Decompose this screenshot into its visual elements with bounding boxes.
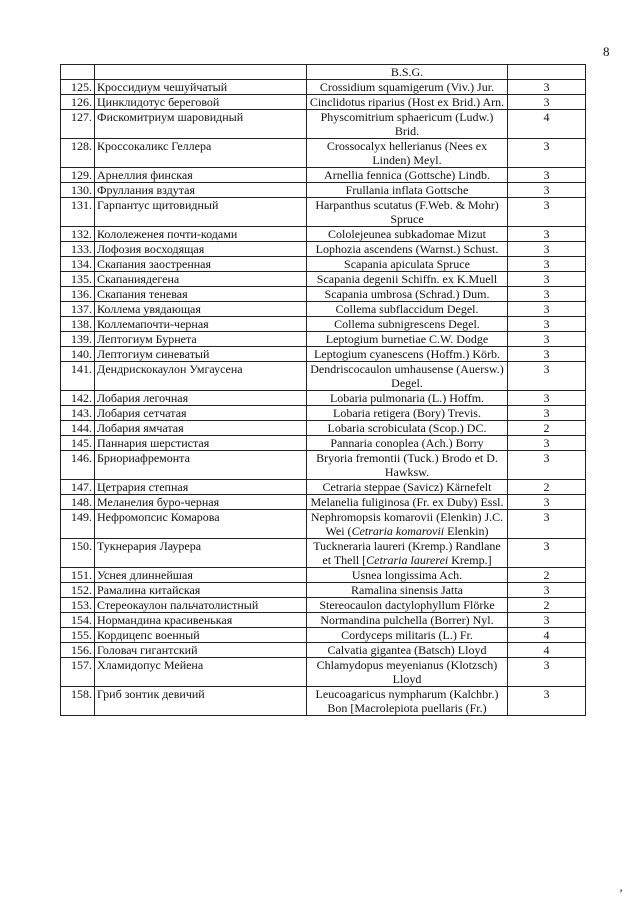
latin-name-cell: Chlamydopus meyenianus (Klotzsch) Lloyd [307, 658, 508, 687]
latin-name-cell: Dendriscocaulon umhausense (Auersw.) Degel. [307, 362, 508, 391]
row-number-cell: 138. [61, 317, 95, 332]
latin-name-cell: Bryoria fremontii (Tuck.) Brodo et D. Hawksw. [307, 451, 508, 480]
category-cell: 4 [508, 628, 586, 643]
latin-name-cell: Scapania degenii Schiffn. ex K.Muell [307, 272, 508, 287]
russian-name-cell: Лобария легочная [95, 391, 307, 406]
latin-name-text: Tuckneraria laureri (Kremp.) Randlane et Thell [ [313, 539, 501, 567]
category-cell: 2 [508, 480, 586, 495]
latin-name-cell: Leptogium burnetiae C.W. Dodge [307, 332, 508, 347]
latin-name-cell: Scapania apiculata Spruce [307, 257, 508, 272]
table-row [61, 242, 586, 257]
row-number-cell: 157. [61, 658, 95, 687]
russian-name-cell: Гриб зонтик девичий [95, 687, 307, 716]
latin-name-cell: Cetraria steppae (Savicz) Kärnefelt [307, 480, 508, 495]
row-number-cell: 128. [61, 139, 95, 168]
table-row [61, 110, 586, 139]
row-number-cell: 131. [61, 198, 95, 227]
table-row [61, 183, 586, 198]
table-row [61, 687, 586, 716]
latin-name-cell [307, 510, 508, 539]
latin-name-cell: Arnellia fennica (Gottsche) Lindb. [307, 168, 508, 183]
row-number-cell: 136. [61, 287, 95, 302]
latin-name-cell: Frullania inflata Gottsche [307, 183, 508, 198]
category-cell: 4 [508, 110, 586, 139]
table-row [61, 391, 586, 406]
category-cell: 3 [508, 613, 586, 628]
category-cell: 3 [508, 406, 586, 421]
russian-name-cell: Нормандина красивенькая [95, 613, 307, 628]
russian-name-cell: Цинклидотус береговой [95, 95, 307, 110]
category-cell: 3 [508, 80, 586, 95]
russian-name-cell: Рамалина китайская [95, 583, 307, 598]
latin-name-cell: Cololejeunea subkadomae Mizut [307, 227, 508, 242]
table-row [61, 139, 586, 168]
russian-name-cell: Гарпантус щитовидный [95, 198, 307, 227]
latin-name-cell: Cinclidotus riparius (Host ex Brid.) Arn. [307, 95, 508, 110]
table-row [61, 227, 586, 242]
row-number-cell: 141. [61, 362, 95, 391]
latin-synonym-italic: Cetraria komarovii [351, 524, 445, 538]
category-cell: 3 [508, 347, 586, 362]
latin-name-cell: Crossidium squamigerum (Viv.) Jur. [307, 80, 508, 95]
table-row [61, 95, 586, 110]
table-row [61, 65, 586, 80]
row-number-cell: 135. [61, 272, 95, 287]
table-row [61, 451, 586, 480]
category-cell: 3 [508, 257, 586, 272]
table-row [61, 80, 586, 95]
row-number-cell: 125. [61, 80, 95, 95]
category-cell: 3 [508, 95, 586, 110]
category-cell: 3 [508, 583, 586, 598]
category-cell: 3 [508, 183, 586, 198]
latin-name-cell: Usnea longissima Ach. [307, 568, 508, 583]
russian-name-cell: Головач гигантский [95, 643, 307, 658]
category-cell: 2 [508, 598, 586, 613]
category-cell: 3 [508, 242, 586, 257]
table-row [61, 168, 586, 183]
russian-name-cell: Лобария сетчатая [95, 406, 307, 421]
latin-name-cell: Lobaria pulmonaria (L.) Hoffm. [307, 391, 508, 406]
latin-name-cell: Lobaria retigera (Bory) Trevis. [307, 406, 508, 421]
table-row [61, 347, 586, 362]
russian-name-cell: Кололеженея почти-кодами [95, 227, 307, 242]
row-number-cell: 147. [61, 480, 95, 495]
latin-synonym-italic: Cetraria laurerei [366, 553, 449, 567]
russian-name-cell: Скапаниядегена [95, 272, 307, 287]
russian-name-cell: Бриориафремонта [95, 451, 307, 480]
row-number-cell: 156. [61, 643, 95, 658]
russian-name-cell: Паннария шерстистая [95, 436, 307, 451]
table-row [61, 302, 586, 317]
latin-name-cell: Ramalina sinensis Jatta [307, 583, 508, 598]
row-number-cell: 143. [61, 406, 95, 421]
category-cell: 3 [508, 332, 586, 347]
russian-name-cell: Хламидопус Мейена [95, 658, 307, 687]
table-row [61, 436, 586, 451]
latin-synonym-author: Kremp.] [448, 553, 492, 567]
category-cell: 3 [508, 287, 586, 302]
row-number-cell: 137. [61, 302, 95, 317]
row-number-cell: 152. [61, 583, 95, 598]
category-cell: 3 [508, 451, 586, 480]
table-row [61, 406, 586, 421]
category-cell: 3 [508, 139, 586, 168]
row-number-cell: 134. [61, 257, 95, 272]
russian-name-cell: Уснея длиннейшая [95, 568, 307, 583]
russian-name-cell: Кроссидиум чешуйчатый [95, 80, 307, 95]
russian-name-cell: Коллема увядающая [95, 302, 307, 317]
russian-name-cell: Лептогиум Бурнета [95, 332, 307, 347]
russian-name-cell: Дендрискокаулон Умгаусена [95, 362, 307, 391]
row-number-cell: 144. [61, 421, 95, 436]
row-number-cell [61, 65, 95, 80]
russian-name-cell: Фруллания вздутая [95, 183, 307, 198]
table-row [61, 598, 586, 613]
russian-name-cell: Нефромопсис Комарова [95, 510, 307, 539]
russian-name-cell: Лобария ямчатая [95, 421, 307, 436]
row-number-cell: 151. [61, 568, 95, 583]
russian-name-cell: Арнеллия финская [95, 168, 307, 183]
table-row [61, 628, 586, 643]
latin-name-cell: Pannaria conoplea (Ach.) Borry [307, 436, 508, 451]
latin-name-cell: Normandina pulchella (Borrer) Nyl. [307, 613, 508, 628]
table-row [61, 495, 586, 510]
category-cell: 3 [508, 510, 586, 539]
russian-name-cell: Скапания теневая [95, 287, 307, 302]
russian-name-cell: Кроссокаликс Геллера [95, 139, 307, 168]
russian-name-cell [95, 65, 307, 80]
russian-name-cell: Меланелия буро-черная [95, 495, 307, 510]
table-row [61, 583, 586, 598]
row-number-cell: 158. [61, 687, 95, 716]
category-cell: 2 [508, 421, 586, 436]
latin-name-cell: Lophozia ascendens (Warnst.) Schust. [307, 242, 508, 257]
species-table-body [61, 65, 586, 716]
row-number-cell: 133. [61, 242, 95, 257]
table-row [61, 480, 586, 495]
latin-name-cell: B.S.G. [307, 65, 508, 80]
row-number-cell: 130. [61, 183, 95, 198]
row-number-cell: 142. [61, 391, 95, 406]
russian-name-cell: Скапания заостренная [95, 257, 307, 272]
table-row [61, 287, 586, 302]
latin-name-cell: Melanelia fuliginosa (Fr. ex Duby) Essl. [307, 495, 508, 510]
table-row [61, 421, 586, 436]
latin-name-cell: Scapania umbrosa (Schrad.) Dum. [307, 287, 508, 302]
table-row [61, 317, 586, 332]
row-number-cell: 127. [61, 110, 95, 139]
category-cell: 3 [508, 436, 586, 451]
latin-name-text: Nephromopsis komarovii (Elenkin) J.C. Wei ( [310, 510, 504, 538]
row-number-cell: 150. [61, 539, 95, 568]
table-row [61, 539, 586, 568]
category-cell [508, 65, 586, 80]
row-number-cell: 139. [61, 332, 95, 347]
table-row [61, 613, 586, 628]
row-number-cell: 126. [61, 95, 95, 110]
category-cell: 3 [508, 687, 586, 716]
category-cell: 3 [508, 391, 586, 406]
russian-name-cell: Коллемапочти-черная [95, 317, 307, 332]
table-row [61, 257, 586, 272]
row-number-cell: 146. [61, 451, 95, 480]
row-number-cell: 148. [61, 495, 95, 510]
latin-name-cell: Harpanthus scutatus (F.Web. & Mohr) Spruce [307, 198, 508, 227]
category-cell: 3 [508, 168, 586, 183]
category-cell: 3 [508, 272, 586, 287]
row-number-cell: 140. [61, 347, 95, 362]
category-cell: 3 [508, 495, 586, 510]
latin-name-cell: Stereocaulon dactylophyllum Flörke [307, 598, 508, 613]
corner-mark: ’ [619, 886, 623, 900]
category-cell: 2 [508, 568, 586, 583]
row-number-cell: 153. [61, 598, 95, 613]
category-cell: 3 [508, 227, 586, 242]
latin-name-cell: Lobaria scrobiculata (Scop.) DC. [307, 421, 508, 436]
category-cell: 3 [508, 198, 586, 227]
row-number-cell: 155. [61, 628, 95, 643]
table-row [61, 510, 586, 539]
russian-name-cell: Лептогиум синеватый [95, 347, 307, 362]
row-number-cell: 154. [61, 613, 95, 628]
page-number: 8 [603, 44, 610, 59]
table-row [61, 568, 586, 583]
table-row [61, 658, 586, 687]
latin-name-cell: Calvatia gigantea (Batsch) Lloyd [307, 643, 508, 658]
table-row [61, 643, 586, 658]
category-cell: 3 [508, 539, 586, 568]
row-number-cell: 132. [61, 227, 95, 242]
table-row [61, 272, 586, 287]
latin-name-cell [307, 539, 508, 568]
category-cell: 3 [508, 302, 586, 317]
row-number-cell: 145. [61, 436, 95, 451]
species-table [60, 64, 586, 716]
russian-name-cell: Цетрария степная [95, 480, 307, 495]
table-row [61, 332, 586, 347]
latin-synonym-author: Elenkin) [444, 524, 489, 538]
latin-name-cell: Physcomitrium sphaericum (Ludw.) Brid. [307, 110, 508, 139]
latin-name-cell: Collema subnigrescens Degel. [307, 317, 508, 332]
russian-name-cell: Фискомитриум шаровидный [95, 110, 307, 139]
row-number-cell: 149. [61, 510, 95, 539]
category-cell: 4 [508, 643, 586, 658]
table-row [61, 362, 586, 391]
russian-name-cell: Стереокаулон пальчатолистный [95, 598, 307, 613]
russian-name-cell: Тукнерария Лаурера [95, 539, 307, 568]
table-row [61, 198, 586, 227]
category-cell: 3 [508, 658, 586, 687]
latin-name-cell: Leptogium cyanescens (Hoffm.) Körb. [307, 347, 508, 362]
category-cell: 3 [508, 317, 586, 332]
latin-name-cell: Crossocalyx hellerianus (Nees ex Linden) Meyl. [307, 139, 508, 168]
latin-name-cell: Cordyceps militaris (L.) Fr. [307, 628, 508, 643]
category-cell: 3 [508, 362, 586, 391]
russian-name-cell: Кордицепс военный [95, 628, 307, 643]
row-number-cell: 129. [61, 168, 95, 183]
latin-name-cell: Collema subflaccidum Degel. [307, 302, 508, 317]
latin-name-cell: Leucoagaricus nympharum (Kalchbr.) Bon [Macrolepiota puellaris (Fr.) [307, 687, 508, 716]
russian-name-cell: Лофозия восходящая [95, 242, 307, 257]
